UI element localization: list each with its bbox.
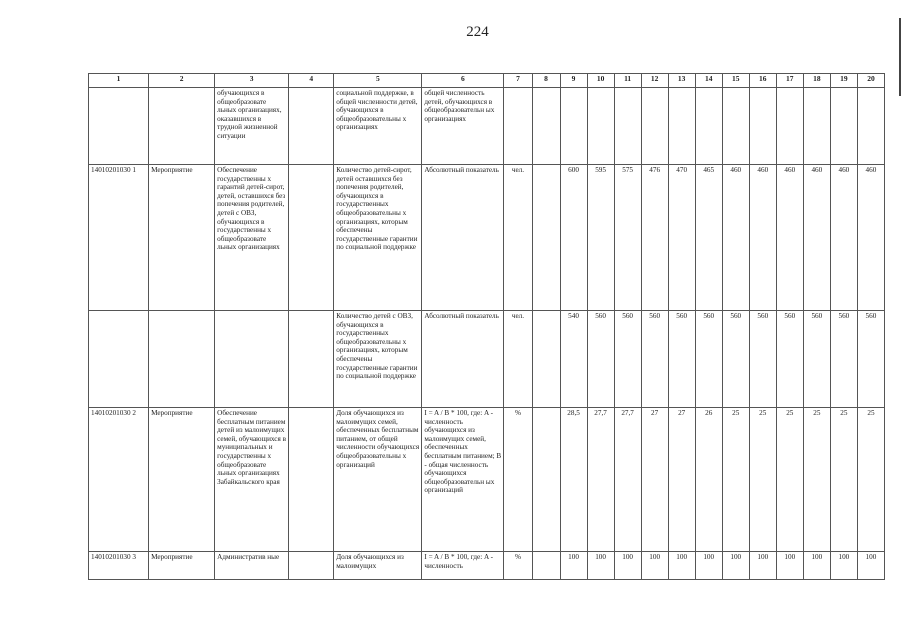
cell-value: [830, 88, 857, 165]
cell-code: [89, 311, 149, 408]
cell-col8: [532, 552, 560, 580]
table-row: [89, 552, 885, 580]
cell-code: 14010201030 1: [89, 165, 149, 311]
cell-value: 476: [641, 165, 668, 311]
cell-type: Мероприятие: [149, 552, 215, 580]
cell-value: 25: [749, 408, 776, 552]
cell-value: 560: [695, 311, 722, 408]
cell-value: 25: [776, 408, 803, 552]
header-cell: 2: [149, 74, 215, 88]
cell-value: 560: [722, 311, 749, 408]
cell-col8: [532, 88, 560, 165]
cell-value: [560, 88, 587, 165]
page-number: 224: [466, 24, 489, 40]
cell-indicator: социальной поддержке, в общей численности детей, обучающихся в общеобразовательны х организациях: [334, 88, 422, 165]
cell-indicator: Доля обучающихся из малоимущих: [334, 552, 422, 580]
indicators-table: [88, 73, 885, 580]
cell-value: 460: [830, 165, 857, 311]
cell-col8: [532, 311, 560, 408]
cell-col4: [289, 552, 334, 580]
header-cell: 18: [803, 74, 830, 88]
cell-col4: [289, 165, 334, 311]
header-cell: 8: [532, 74, 560, 88]
cell-value: [857, 88, 884, 165]
cell-value: 27,7: [587, 408, 614, 552]
cell-value: [776, 88, 803, 165]
scan-edge-mark: [899, 18, 901, 96]
header-row: [89, 74, 885, 88]
cell-value: [614, 88, 641, 165]
cell-code: 14010201030 2: [89, 408, 149, 552]
cell-col8: [532, 408, 560, 552]
cell-value: 27,7: [614, 408, 641, 552]
cell-value: 560: [614, 311, 641, 408]
cell-value: 25: [830, 408, 857, 552]
cell-value: 560: [830, 311, 857, 408]
header-cell: 1: [89, 74, 149, 88]
cell-value: 100: [776, 552, 803, 580]
cell-unit: %: [504, 408, 532, 552]
cell-value: 100: [641, 552, 668, 580]
cell-col4: [289, 408, 334, 552]
cell-value: 460: [749, 165, 776, 311]
header-cell: 6: [422, 74, 504, 88]
cell-unit: чел.: [504, 165, 532, 311]
cell-value: 27: [668, 408, 695, 552]
cell-value: 25: [857, 408, 884, 552]
cell-value: 100: [830, 552, 857, 580]
cell-method: I = A / B * 100, где: A - численность обучающихся из малоимущих семей, обеспеченных бесплатным питанием; B - общая численность обучающихся общеобразовательн ых организаций: [422, 408, 504, 552]
cell-value: [749, 88, 776, 165]
cell-value: 460: [776, 165, 803, 311]
table-row: [89, 408, 885, 552]
cell-value: 25: [722, 408, 749, 552]
cell-indicator: Количество детей с ОВЗ, обучающихся в государственных общеобразовательны х организациях, которым обеспечены государственные гарантии по социальной поддержке: [334, 311, 422, 408]
cell-unit: [504, 88, 532, 165]
header-cell: 7: [504, 74, 532, 88]
cell-value: 100: [668, 552, 695, 580]
cell-value: [587, 88, 614, 165]
cell-value: 25: [803, 408, 830, 552]
cell-value: 560: [587, 311, 614, 408]
cell-col8: [532, 165, 560, 311]
cell-value: 575: [614, 165, 641, 311]
table-row: [89, 311, 885, 408]
cell-name: Обеспечение государственны х гарантий детей-сирот, детей, оставшихся без попечения родителей, детей с ОВЗ, обучающихся в государственны х общеобразовате льных организациях: [215, 165, 289, 311]
cell-value: 100: [857, 552, 884, 580]
cell-value: 560: [776, 311, 803, 408]
header-cell: 17: [776, 74, 803, 88]
cell-code: [89, 88, 149, 165]
cell-code: 14010201030 3: [89, 552, 149, 580]
cell-indicator: Количество детей-сирот, детей оставшихся без попечения родителей, обучающихся в государственных общеобразовательны х организациях, которым обеспечены государственные гарантии по социальной поддержке: [334, 165, 422, 311]
cell-value: [803, 88, 830, 165]
header-cell: 15: [722, 74, 749, 88]
header-cell: 13: [668, 74, 695, 88]
cell-value: 100: [803, 552, 830, 580]
header-cell: 16: [749, 74, 776, 88]
cell-unit: чел.: [504, 311, 532, 408]
cell-value: 100: [722, 552, 749, 580]
cell-value: [641, 88, 668, 165]
table-row: [89, 88, 885, 165]
cell-value: 26: [695, 408, 722, 552]
cell-col4: [289, 88, 334, 165]
cell-value: 28,5: [560, 408, 587, 552]
cell-method: Абсолютный показатель: [422, 311, 504, 408]
cell-value: 560: [857, 311, 884, 408]
cell-name: [215, 311, 289, 408]
cell-value: [668, 88, 695, 165]
cell-method: Абсолютный показатель: [422, 165, 504, 311]
table-row: [89, 165, 885, 311]
cell-value: 465: [695, 165, 722, 311]
cell-value: 100: [695, 552, 722, 580]
cell-value: 600: [560, 165, 587, 311]
cell-value: 460: [803, 165, 830, 311]
cell-value: [722, 88, 749, 165]
cell-value: 460: [722, 165, 749, 311]
cell-indicator: Доля обучающихся из малоимущих семей, обеспеченных бесплатным питанием, от общей численности обучающихся общеобразовательны х организаций: [334, 408, 422, 552]
cell-type: Мероприятие: [149, 408, 215, 552]
cell-value: 560: [749, 311, 776, 408]
cell-value: 540: [560, 311, 587, 408]
header-cell: 9: [560, 74, 587, 88]
header-cell: 12: [641, 74, 668, 88]
cell-name: Обеспечение бесплатным питанием детей из малоимущих семей, обучающихся в муниципальных и государственны х общеобразовате льных организациях Забайкальского края: [215, 408, 289, 552]
header-cell: 10: [587, 74, 614, 88]
cell-value: 100: [749, 552, 776, 580]
cell-value: 470: [668, 165, 695, 311]
cell-col4: [289, 311, 334, 408]
cell-value: [695, 88, 722, 165]
cell-value: 560: [803, 311, 830, 408]
cell-value: 595: [587, 165, 614, 311]
header-cell: 14: [695, 74, 722, 88]
cell-value: 100: [587, 552, 614, 580]
cell-value: 100: [614, 552, 641, 580]
header-cell: 11: [614, 74, 641, 88]
header-cell: 4: [289, 74, 334, 88]
cell-value: 560: [641, 311, 668, 408]
cell-value: 560: [668, 311, 695, 408]
cell-name: обучающихся в общеобразовате льных организациях, оказавшихся в трудной жизненной ситуации: [215, 88, 289, 165]
cell-value: 27: [641, 408, 668, 552]
cell-name: Административ ные: [215, 552, 289, 580]
cell-type: [149, 311, 215, 408]
cell-method: общей численность детей, обучающихся в общеобразовательн ых организациях: [422, 88, 504, 165]
cell-type: [149, 88, 215, 165]
cell-type: Мероприятие: [149, 165, 215, 311]
cell-method: I = A / B * 100, где: A - численность: [422, 552, 504, 580]
header-cell: 19: [830, 74, 857, 88]
header-cell: 5: [334, 74, 422, 88]
header-cell: 20: [857, 74, 884, 88]
cell-value: 460: [857, 165, 884, 311]
cell-unit: %: [504, 552, 532, 580]
header-cell: 3: [215, 74, 289, 88]
cell-value: 100: [560, 552, 587, 580]
